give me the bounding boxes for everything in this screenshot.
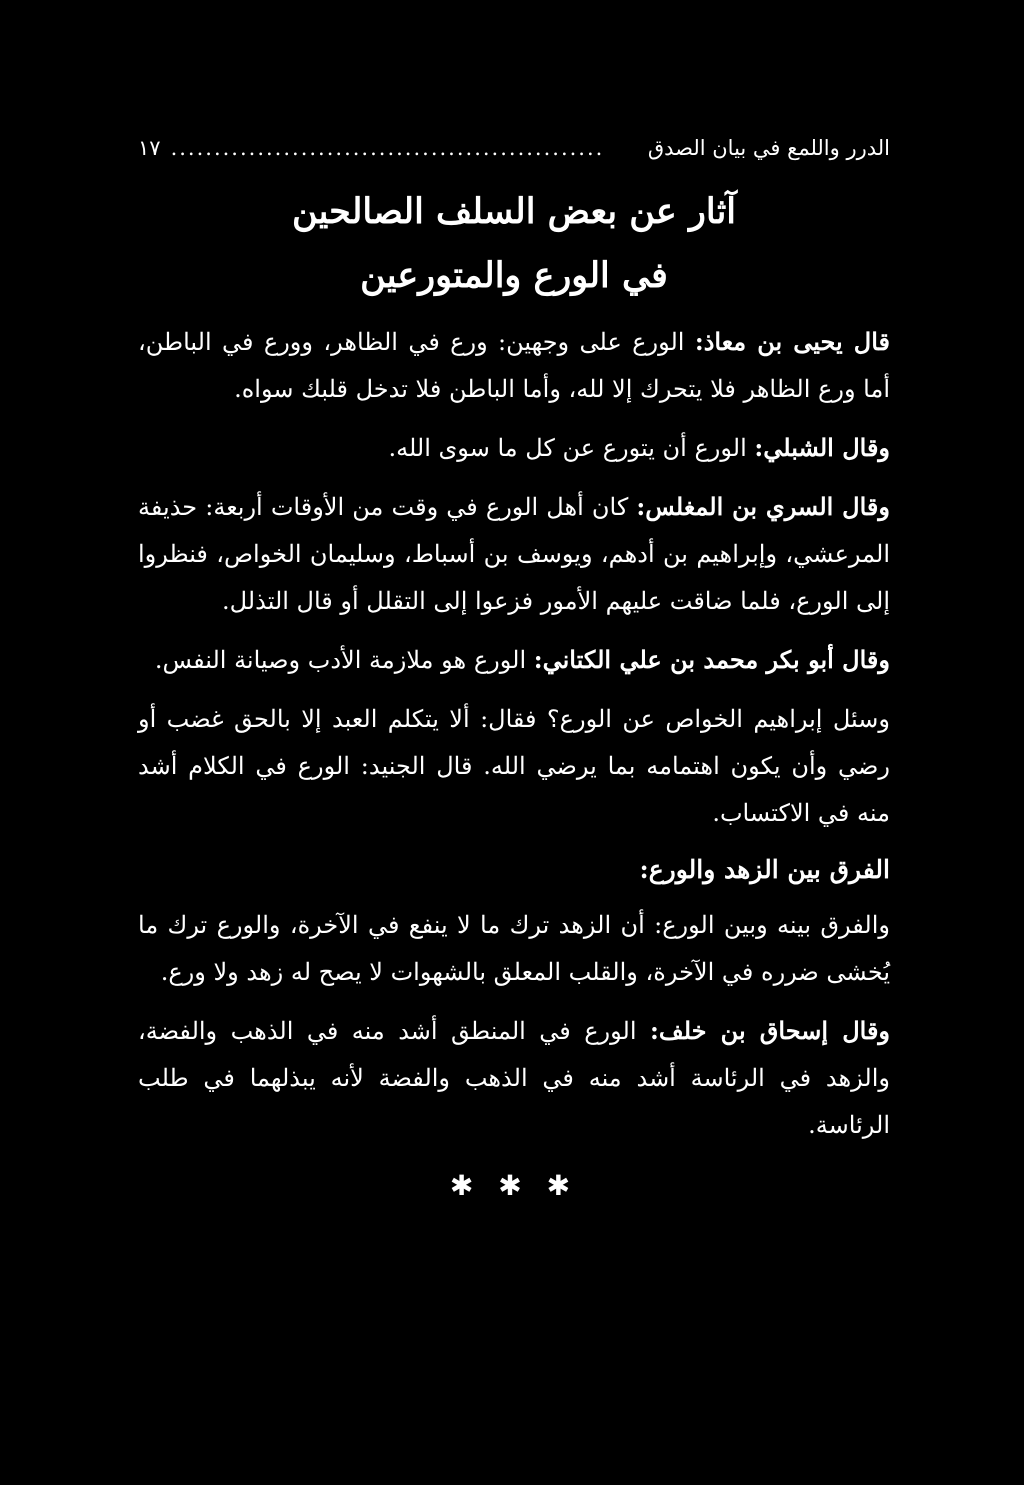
- section-heading: الفرق بين الزهد والورع:: [639, 855, 890, 884]
- book-page: [138, 128, 890, 1202]
- chapter-title-line-2: في الورع والمتورعين: [360, 255, 668, 296]
- running-header-title: الدرر واللمع في بيان الصدق: [647, 136, 890, 160]
- paragraph-yahya-ibn-muadh: [138, 318, 890, 413]
- speaker-name: وقال أبو بكر محمد بن علي الكتاني:: [533, 645, 890, 674]
- paragraph-text: وسئل إبراهيم الخواص عن الورع؟ فقال: ألا يتكلم العبد إلا بالحق غضب أو رضي وأن يكون اهتمامه بما يرضي الله. قال الجنيد: الورع في الكلام أشد منه في الاكتساب.: [138, 705, 890, 827]
- paragraph-text: الورع هو ملازمة الأدب وصيانة النفس.: [154, 646, 534, 674]
- speaker-name: قال يحيى بن معاذ:: [694, 327, 891, 356]
- paragraph-ibrahim-khawwas: [138, 695, 890, 837]
- paragraph-ishaq-ibn-khalaf: [138, 1007, 890, 1149]
- chapter-title-line-1: آثار عن بعض السلف الصالحين: [291, 191, 737, 232]
- page-number: ١٧: [138, 136, 161, 160]
- running-header: [138, 128, 890, 168]
- leader-dots: ..................................................: [170, 136, 605, 160]
- paragraph-difference-zuhd-wara: [138, 901, 890, 996]
- speaker-name: وقال إسحاق بن خلف:: [650, 1016, 891, 1045]
- paragraph-text: والفرق بينه وبين الورع: أن الزهد ترك ما لا ينفع في الآخرة، والورع ترك ما يُخشى ضرره في الآخرة، والقلب المعلق بالشهوات لا يصح له زهد ولا ورع.: [138, 911, 890, 986]
- paragraph-text: الورع في المنطق أشد منه في الذهب والفضة، والزهد في الرئاسة أشد منه في الذهب والفضة لأنه يبذلهما في طلب الرئاسة.: [138, 1017, 890, 1139]
- paragraph-abu-bakr-kattani: [138, 636, 890, 684]
- asterism-end-mark: ✱ ✱ ✱: [449, 1169, 579, 1202]
- paragraph-shibli: [138, 424, 890, 472]
- paragraph-text: كان أهل الورع في وقت من الأوقات أربعة: حذيفة المرعشي، وإبراهيم بن أدهم، ويوسف بن أسباط، وسليمان الخواص، فنظروا إلى الورع، فلما ضاقت عليهم الأمور فزعوا إلى التقلل أو قال التذلل.: [138, 493, 890, 615]
- speaker-name: وقال السري بن المغلس:: [636, 492, 890, 521]
- paragraph-text: الورع أن يتورع عن كل ما سوى الله.: [388, 434, 755, 462]
- paragraph-sari-ibn-mughallis: [138, 483, 890, 625]
- speaker-name: وقال الشبلي:: [754, 433, 890, 462]
- paragraph-text: الورع على وجهين: ورع في الظاهر، وورع في الباطن، أما ورع الظاهر فلا يتحرك إلا لله، وأما الباطن فلا تدخل قلبك سواه.: [138, 328, 890, 403]
